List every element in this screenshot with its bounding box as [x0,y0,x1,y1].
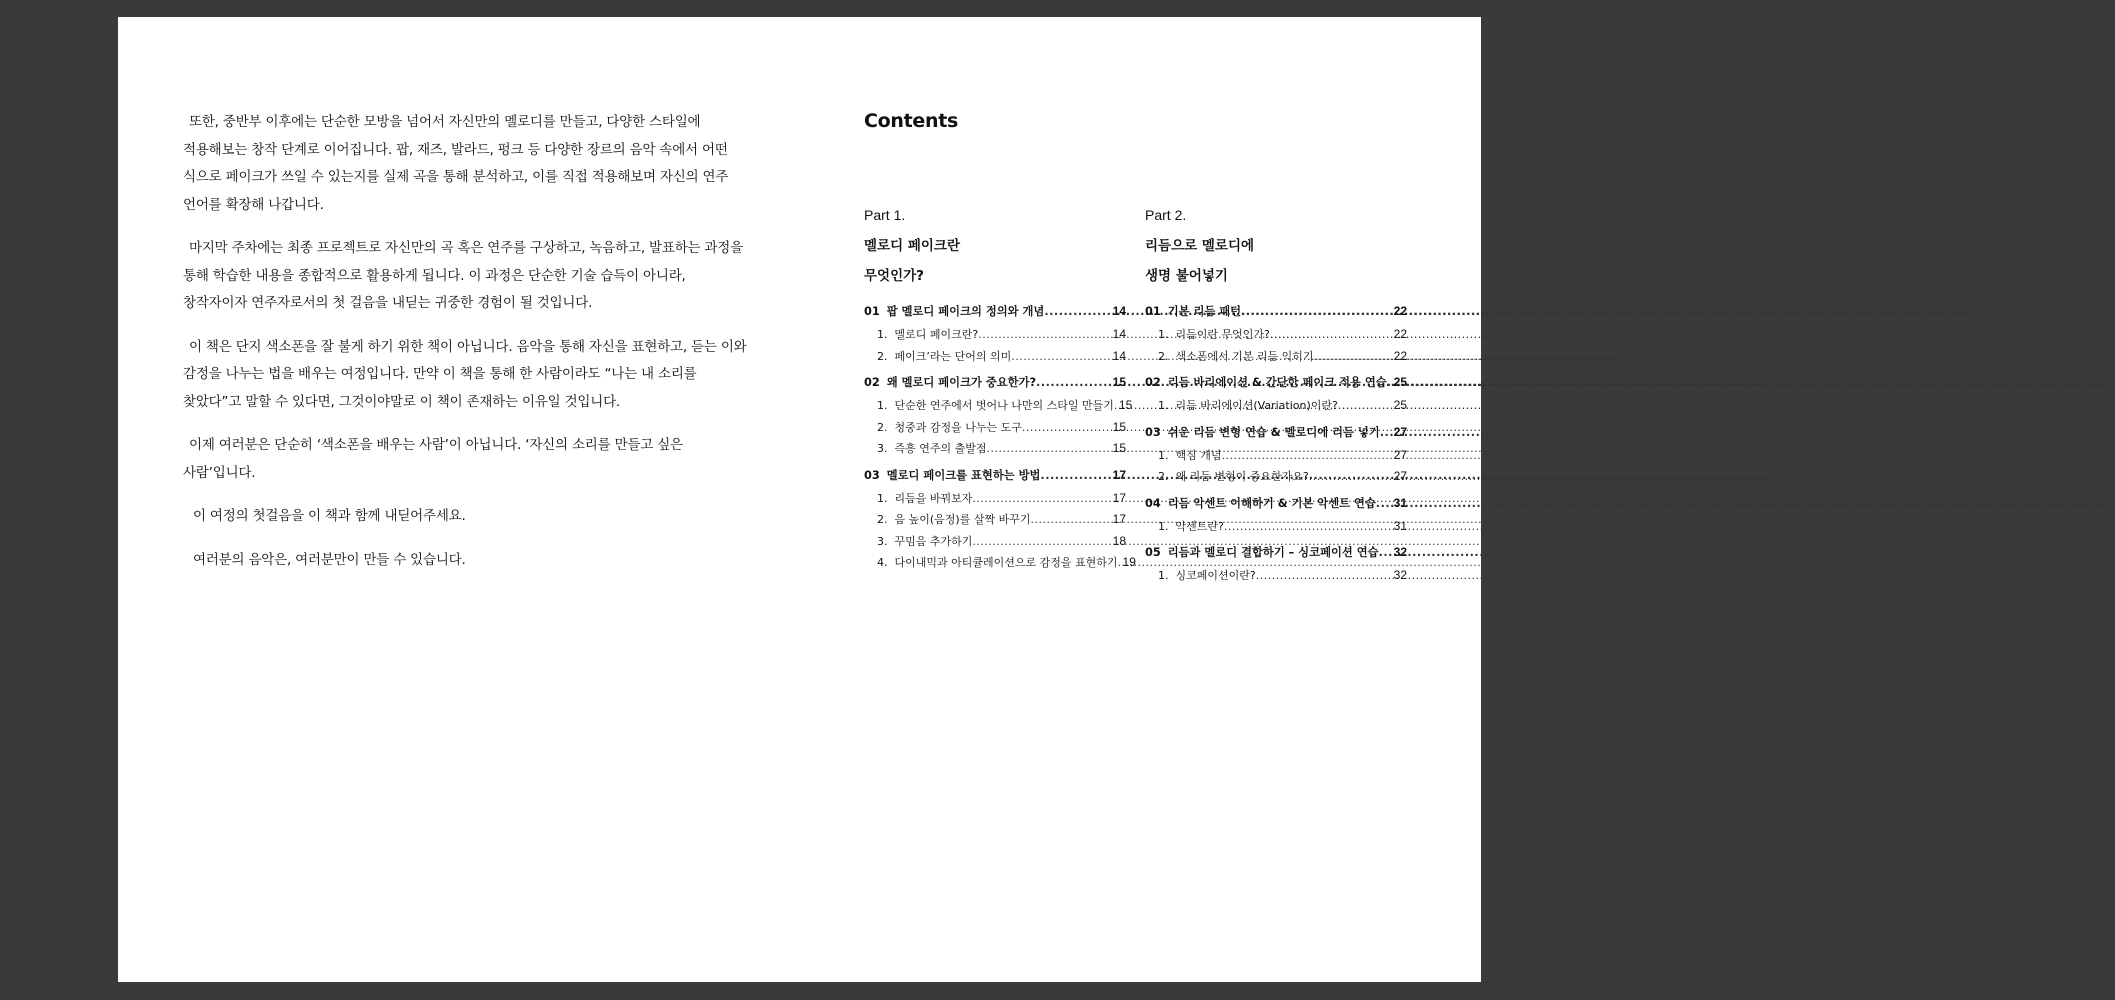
toc-chapter-entry[interactable] [1145,374,1407,391]
leader-dots [1387,374,1393,391]
page-number: 14 [1112,348,1126,363]
leader-dots [1011,347,1111,368]
toc-part-2 [1145,200,1407,587]
leader-dots [972,532,1111,553]
chapter-number: 05 [1145,546,1161,559]
section-number: 1. [1158,519,1169,533]
chapter-title: 리듬 바리에이션 & 간단한 페이크 적용 연습 [1167,376,1387,389]
page-number: 22 [1393,304,1407,318]
contents-title: Contents [864,110,959,132]
part-name-line: 멜로디 페이크란 [864,238,960,254]
chapter-number: 01 [1145,305,1161,318]
toc-chapter-entry[interactable] [864,467,1126,484]
section-number: 2. [877,513,888,526]
section-number: 1. [877,399,888,412]
page-number: 25 [1393,398,1407,412]
page-number: 17 [1112,467,1126,482]
toc-section-entry[interactable] [864,417,1126,439]
toc-section-entry[interactable] [1145,445,1407,467]
toc-section-entry[interactable] [1145,346,1407,368]
page-number: 14 [1112,327,1126,341]
section-title: 리듬이란 무엇인가? [1175,328,1270,341]
part-name-line: 리듬으로 멜로디에 [1145,238,1255,254]
leader-dots [1379,544,1393,561]
leader-dots [1030,510,1111,531]
chapter-title: 리듬과 멜로디 결합하기 – 싱코페이션 연습 [1167,546,1379,559]
paragraph: 또한, 중반부 이후에는 단순한 모방을 넘어서 자신만의 멜로디를 만들고, 다양한 스타일에 적용해보는 창작 단계로 이어집니다. 팝, 재즈, 발라드, 펑크 등 다양한 장르의 음악 속에서 어떤 식으로 페이크가 쓰일 수 있는지를 실제 곡을 통해 분석하고, 이를 직접 적용해보며 자신의 연주 언어를 확장해 나갑니다. [183,114,729,213]
chapter-number: 02 [1145,376,1161,389]
section-number: 3. [877,534,888,548]
section-title: 핵심 개념 [1175,448,1222,462]
leader-dots [1022,418,1112,439]
page-number: 27 [1393,424,1407,439]
page-number: 17 [1112,512,1126,526]
leader-dots [1241,303,1393,320]
page-number: 18 [1112,533,1126,548]
toc-part-1 [864,200,1136,574]
page-number: 25 [1393,375,1407,389]
chapter-title: 리듬 악센트 이해하기 & 기본 악센트 연습 [1167,496,1376,510]
page-number: 32 [1393,568,1407,582]
section-title: 청중과 감정을 나누는 도구 [894,420,1022,434]
chapter-title: 멜로디 페이크를 표현하는 방법 [886,468,1041,482]
toc-section-entry[interactable] [1145,395,1407,417]
section-number: 4. [877,556,888,569]
section-title: 악센트란? [1175,519,1224,533]
paragraph: 이 책은 단지 색소폰을 잘 불게 하기 위한 책이 아닙니다. 음악을 통해 자신을 표현하고, 듣는 이와 감정을 나누는 법을 배우는 여정입니다. 만약 이 책을 통해 한 사람이라도 “나는 내 소리를 찾았다”고 말할 수 있다면, 그것이야말로 이 책이 존재하는 이유일 것입니다. [183,338,747,410]
leader-dots [978,325,1111,346]
leader-dots [1270,325,1393,346]
part-name-line: 생명 불어넣기 [1145,268,1228,284]
leader-dots [1256,566,1393,587]
section-number: 1. [877,491,888,505]
section-title: 리듬을 바꿔보자 [894,491,973,505]
leader-dots [1376,495,1393,512]
leader-dots [1114,396,1118,417]
toc-section-entry[interactable] [864,509,1126,531]
part-label: Part 2. [1145,207,1187,223]
leader-dots [972,489,1111,510]
section-number: 2. [1158,470,1169,483]
paragraph: 여러분의 음악은, 여러분만이 만들 수 있습니다. [193,551,466,568]
section-number: 1. [1158,328,1169,341]
section-title: 리듬 바리에이션(Variation)이란? [1175,399,1338,412]
page-number: 15 [1118,398,1133,412]
toc-section-entry[interactable] [1145,324,1407,346]
page-number: 32 [1393,545,1407,559]
chapter-title: 기본 리듬 패턴 [1167,305,1242,318]
leader-dots [1036,374,1112,391]
paragraph: 이제 여러분은 단순히 ‘색소폰을 배우는 사람’이 아닙니다. ‘자신의 소리를 만들고 싶은 사람’입니다. [183,437,683,481]
page-number: 15 [1112,375,1126,389]
page-number: 14 [1112,304,1126,318]
section-title: 다이내믹과 아티큘레이션으로 감정을 표현하기 [894,556,1118,569]
section-number: 1. [1158,399,1169,412]
page-number: 15 [1112,441,1126,455]
section-title: 단순한 연주에서 벗어나 나만의 스타일 만들기 [894,399,1114,412]
toc-chapter-entry[interactable] [1145,303,1407,320]
leader-dots [1224,517,1393,538]
page-number: 27 [1393,447,1407,462]
left-page-body [183,109,753,590]
toc-section-entry[interactable] [1145,466,1407,488]
leader-dots [1222,446,1393,467]
section-title: 싱코페이션이란? [1175,569,1256,582]
toc-section-entry[interactable] [864,531,1126,553]
section-title: 페이크’라는 단어의 의미 [894,349,1012,363]
section-number: 1. [1158,448,1169,462]
chapter-number: 03 [1145,425,1161,439]
section-number: 3. [877,442,888,455]
page-number: 17 [1112,490,1126,505]
chapter-title: 쉬운 리듬 변형 연습 & 멜로디에 리듬 넣기 [1167,425,1380,439]
section-title: 색소폰에서 기본 리듬 익히기 [1175,349,1314,363]
section-title: 음 높이(음정)를 살짝 바꾸기 [894,513,1031,526]
section-title: 왜 리듬 변형이 중요한가요? [1175,470,1309,483]
section-number: 2. [1158,349,1169,363]
chapter-number: 03 [864,468,880,482]
section-number: 2. [877,420,888,434]
toc-chapter-entry[interactable] [864,303,1126,320]
leader-dots [1309,467,1393,488]
toc-section-entry[interactable] [1145,565,1407,587]
section-title: 즉흥 연주의 출발점 [894,442,987,455]
toc-chapter-entry[interactable] [864,374,1126,391]
leader-dots [1118,553,1122,574]
toc-list [864,303,1136,574]
toc-chapter-entry[interactable] [1145,495,1407,512]
toc-list [1145,303,1407,587]
page-number: 31 [1393,518,1407,533]
page-number: 15 [1112,419,1126,434]
leader-dots [1044,303,1111,320]
page-number: 31 [1393,495,1407,510]
leader-dots [1040,467,1111,484]
toc-section-entry[interactable] [864,438,1126,460]
leader-dots [1314,347,1393,368]
page-number: 27 [1393,469,1407,483]
chapter-number: 04 [1145,496,1161,510]
toc-section-entry[interactable] [864,488,1126,510]
toc-chapter-entry[interactable] [1145,424,1407,441]
toc-chapter-entry[interactable] [1145,544,1407,561]
leader-dots [987,439,1112,460]
leader-dots [1380,424,1393,441]
section-number: 1. [1158,569,1169,582]
page-number: 22 [1393,348,1407,363]
page-number: 22 [1393,327,1407,341]
chapter-title: 팝 멜로디 페이크의 정의와 개념 [886,305,1045,318]
toc-section-entry[interactable] [864,552,1136,574]
part-label: Part 1. [864,207,906,223]
chapter-number: 02 [864,376,880,389]
leader-dots [1338,396,1393,417]
chapter-title: 왜 멜로디 페이크가 중요한가? [886,376,1037,389]
chapter-number: 01 [864,305,880,318]
toc-section-entry[interactable] [864,395,1133,417]
section-title: 멜로디 페이크란? [894,328,979,341]
section-number: 2. [877,349,888,363]
paragraph: 마지막 주차에는 최종 프로젝트로 자신만의 곡 혹은 연주를 구상하고, 녹음하고, 발표하는 과정을 통해 학습한 내용을 종합적으로 활용하게 됩니다. 이 과정은 단순한 기술 습득이 아니라, 창작자이자 연주자로서의 첫 걸음을 내딛는 귀중한 경험이 될 것입니다. [183,240,743,311]
paragraph: 이 여정의 첫걸음을 이 책과 함께 내딛어주세요. [193,508,466,524]
toc-section-entry[interactable] [864,324,1126,346]
section-number: 1. [877,328,888,341]
section-title: 꾸밈음 추가하기 [894,534,973,548]
page-number: 19 [1122,555,1136,569]
part-name-line: 무엇인가? [864,268,924,284]
toc-section-entry[interactable] [864,346,1126,368]
toc-section-entry[interactable] [1145,516,1407,538]
